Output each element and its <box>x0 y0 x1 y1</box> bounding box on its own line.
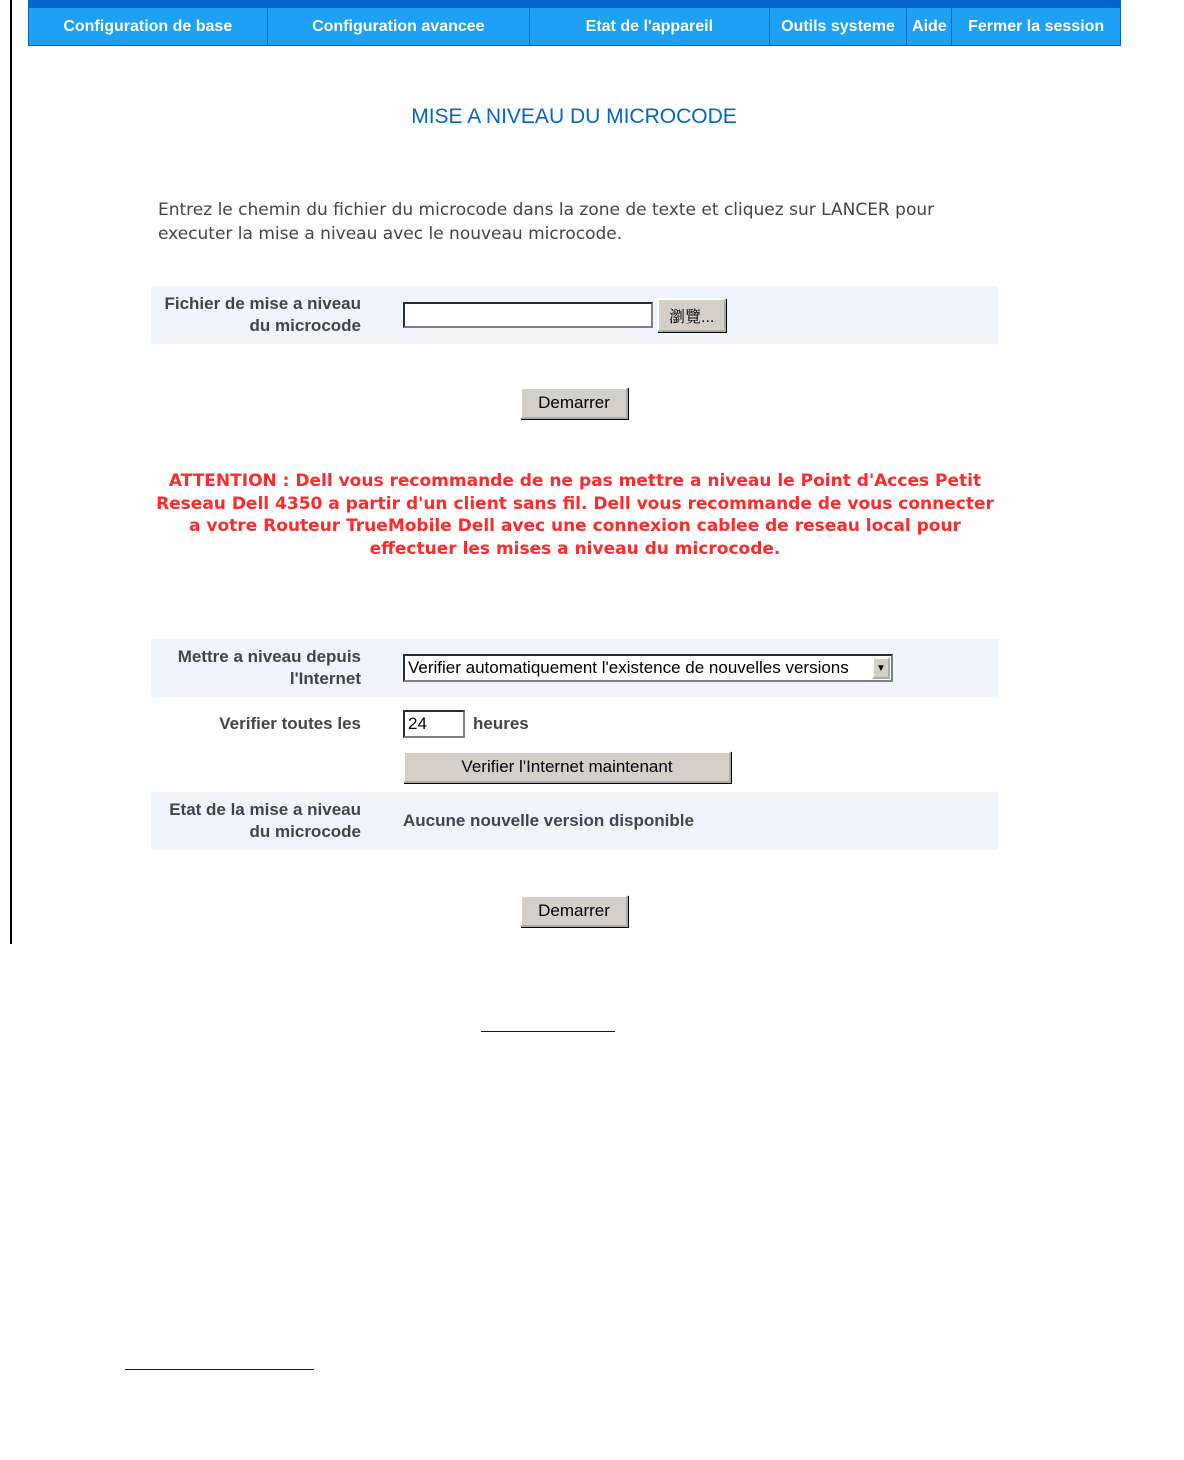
link-underline[interactable] <box>125 1369 314 1370</box>
auto-check-selected-value: Verifier automatiquement l'existence de nouvelles versions <box>408 658 849 677</box>
firmware-file-input[interactable] <box>403 302 653 328</box>
wireless-warning-text: ATTENTION : Dell vous recommande de ne pas mettre a niveau le Point d'Acces Petit Reseau Dell 4350 a partir d'un client sans fil. Dell vous recommande de vous connecter a votre Routeur TrueMobile Dell avec une connexion cablee de reseau local pour effectuer les mises a niveau du microcode. <box>156 471 994 559</box>
hours-unit-label: heures <box>473 714 529 733</box>
nav-item-aide[interactable]: Aide <box>907 8 952 45</box>
left-border-rule <box>10 0 12 944</box>
nav-top-strip <box>28 0 1121 8</box>
nav-item-fermer-la-session[interactable]: Fermer la session <box>968 17 1105 35</box>
start-internet-upgrade-button[interactable]: Demarrer <box>520 895 628 927</box>
main-nav-bar <box>28 8 1121 46</box>
firmware-status-row <box>151 792 998 850</box>
check-interval-row <box>151 704 998 744</box>
firmware-status-label: Etat de la mise a niveau du microcode <box>169 800 361 841</box>
check-internet-now-button[interactable]: Verifier l'Internet maintenant <box>403 751 731 783</box>
page-title: MISE A NIVEAU DU MICROCODE <box>411 105 737 128</box>
link-underline[interactable] <box>481 1031 615 1032</box>
nav-item-etat-appareil[interactable]: Etat de l'appareil <box>530 8 770 45</box>
browse-button[interactable]: 瀏覽... <box>657 298 726 332</box>
check-interval-label: Verifier toutes les <box>219 714 361 733</box>
firmware-file-row <box>151 286 998 344</box>
internet-upgrade-row <box>151 639 998 697</box>
auto-check-select[interactable] <box>403 654 893 682</box>
chevron-down-icon[interactable]: ▼ <box>872 657 890 679</box>
nav-item-configuration-de-base[interactable]: Configuration de base <box>29 8 268 45</box>
firmware-status-value: Aucune nouvelle version disponible <box>403 811 694 830</box>
start-upgrade-button[interactable]: Demarrer <box>520 387 628 419</box>
firmware-file-label: Fichier de mise a niveau du microcode <box>164 294 361 335</box>
nav-item-configuration-avancee[interactable]: Configuration avancee <box>268 8 531 45</box>
internet-upgrade-label: Mettre a niveau depuis l'Internet <box>177 647 361 688</box>
intro-text: Entrez le chemin du fichier du microcode dans la zone de texte et cliquez sur LANCER pour executer la mise a niveau avec le nouveau microcode. <box>158 200 935 244</box>
check-interval-hours-input[interactable]: 24 <box>403 710 465 738</box>
nav-item-outils-systeme[interactable]: Outils systeme <box>770 8 908 45</box>
